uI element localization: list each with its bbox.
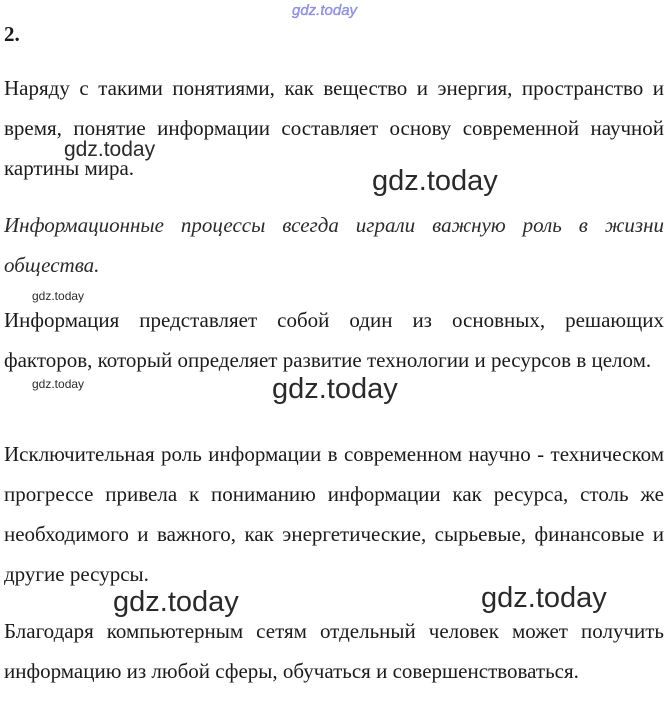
watermark: gdz.today: [32, 289, 85, 303]
watermark-top: gdz.today: [292, 2, 358, 19]
watermark: gdz.today: [481, 582, 607, 614]
paragraph-5: Благодаря компьютерным сетям отдельный человек может получить информацию из любой сферы, обучаться и совершенствоваться.: [4, 619, 664, 683]
paragraph-2: Информационные процессы всегда играли важную роль в жизни общества.: [4, 213, 664, 277]
paragraph-3: Информация представляет собой один из основных, решающих факторов, который определяет развитие технологии и ресурсов в целом.: [4, 308, 664, 372]
task-number: 2.: [4, 22, 20, 46]
watermark: gdz.today: [32, 377, 85, 391]
watermark: gdz.today: [372, 165, 498, 197]
paragraph-4: Исключительная роль информации в современном научно - техническом прогрессе привела к пониманию информации как ресурса, столь же необходимого и важного, как энергетические, сырьевые, финансовые и другие ресурсы.: [4, 442, 664, 586]
watermark: gdz.today: [272, 373, 398, 405]
watermark: gdz.today: [113, 586, 239, 618]
paragraph-1: Наряду с такими понятиями, как вещество и энергия, пространство и время, понятие информации составляет основу современной научной картины мира.: [4, 76, 664, 180]
watermark: gdz.today: [64, 138, 156, 161]
